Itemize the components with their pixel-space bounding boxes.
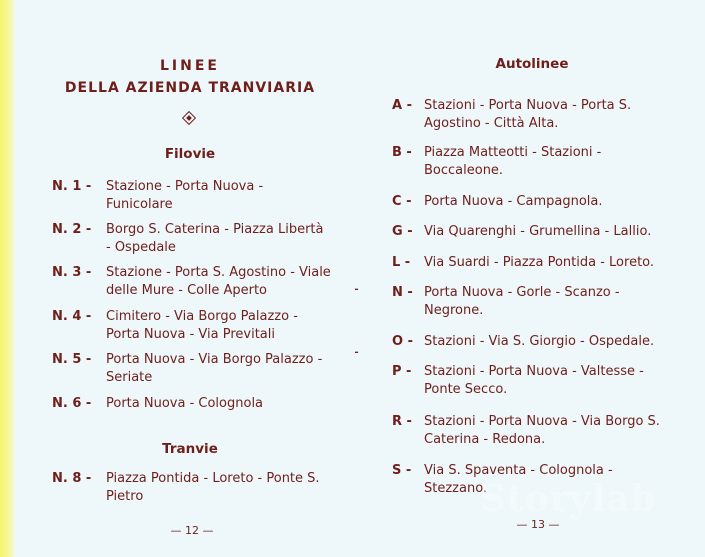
line-text: Stazione - Porta Nuova - Funicolare <box>106 179 264 212</box>
ornament-diamond-icon <box>182 111 196 125</box>
line-text: Porta Nuova - Via Borgo Palazzo - Seriate <box>106 352 323 385</box>
line-label: N. 8 - <box>52 471 92 486</box>
line-text: Piazza Pontida - Loreto - Ponte S. Pietro <box>106 471 320 504</box>
line-text: Stazione - Porta S. Agostino - Viale delle Mure - Colle Aperto <box>106 265 331 298</box>
line-label: N. 4 - <box>52 309 92 324</box>
line-label: S - <box>392 463 412 478</box>
line-label: B - <box>392 145 412 160</box>
line-label: N. 6 - <box>52 396 92 411</box>
line-text: Stazioni - Porta Nuova - Porta S. Agostino - Città Alta. <box>424 98 632 131</box>
line-label: A - <box>392 98 412 113</box>
title-line-2: DELLA AZIENDA TRANVIARIA <box>64 80 316 96</box>
line-text: Via Quarenghi - Grumellina - Lallio. <box>424 224 652 239</box>
print-mark: ⁃ <box>354 284 359 295</box>
line-text: Porta Nuova - Gorle - Scanzo - Negrone. <box>424 285 620 318</box>
line-text: Stazioni - Porta Nuova - Via Borgo S. Caterina - Redona. <box>424 414 660 447</box>
watermark: Storylab <box>480 478 657 520</box>
line-label: C - <box>392 194 412 209</box>
print-mark: ⁃ <box>354 347 359 358</box>
line-label: N. 1 - <box>52 179 92 194</box>
line-text: Porta Nuova - Colognola <box>106 396 264 411</box>
line-text: Stazioni - Via S. Giorgio - Ospedale. <box>424 334 655 349</box>
page-number: — 12 — <box>170 524 214 537</box>
line-label: N. 2 - <box>52 222 92 237</box>
line-label: P - <box>392 364 412 379</box>
line-text: Stazioni - Porta Nuova - Valtesse - Ponte Secco. <box>424 364 644 397</box>
line-text: Via S. Spaventa - Colognola - Stezzano. <box>424 463 613 496</box>
line-label: R - <box>392 414 412 429</box>
line-text: Piazza Matteotti - Stazioni - Boccaleone. <box>424 145 602 178</box>
page-number: — 13 — <box>516 518 560 531</box>
line-label: N. 5 - <box>52 352 92 367</box>
line-text: Borgo S. Caterina - Piazza Libertà - Ospedale <box>106 222 324 255</box>
line-text: Cimitero - Via Borgo Palazzo - Porta Nuova - Via Previtali <box>106 309 298 342</box>
line-label: N - <box>392 285 413 300</box>
tranvie-heading: Tranvie <box>162 441 218 457</box>
title-line-1: LINEE <box>160 58 220 74</box>
line-label: G - <box>392 224 413 239</box>
line-label: L - <box>392 255 411 270</box>
line-label: N. 3 - <box>52 265 92 280</box>
line-label: O - <box>392 334 413 349</box>
autolinee-heading: Autolinee <box>495 56 569 72</box>
left-page <box>0 0 352 557</box>
filovie-heading: Filovie <box>164 146 216 162</box>
right-page <box>352 0 705 557</box>
line-text: Via Suardi - Piazza Pontida - Loreto. <box>424 255 655 270</box>
line-text: Porta Nuova - Campagnola. <box>424 194 603 209</box>
